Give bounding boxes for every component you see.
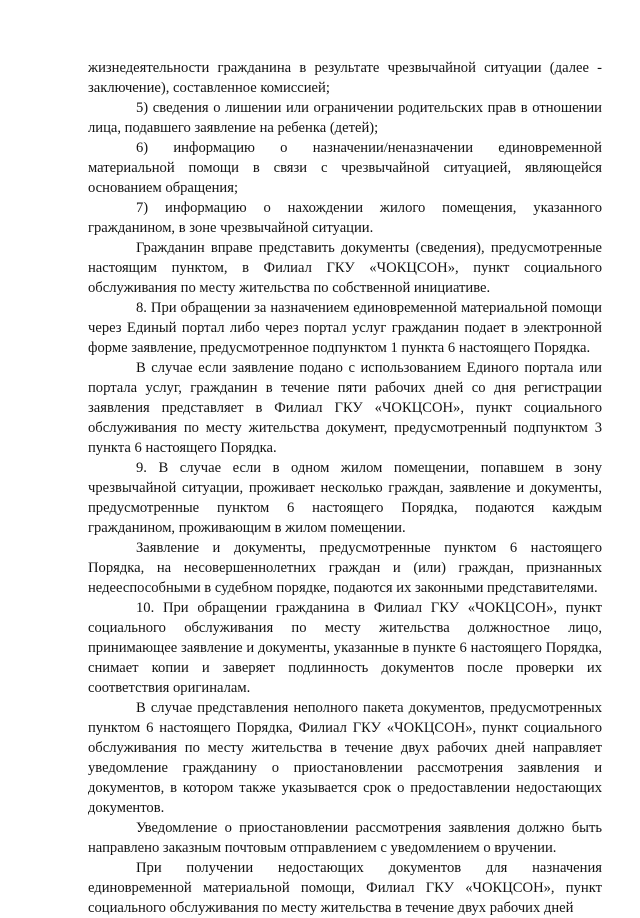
paragraph-2: 5) сведения о лишении или ограничении родительских прав в отношении лица, подавшего заявление на ребенка (детей);: [88, 100, 602, 136]
paragraph-4: 7) информацию о нахождении жилого помещения, указанного гражданином, в зоне чрезвычайной ситуации.: [88, 200, 602, 236]
paragraph-12: Уведомление о приостановлении рассмотрения заявления должно быть направлено заказным почтовым отправлением с уведомлением о вручении.: [88, 820, 602, 856]
paragraph-10: 10. При обращении гражданина в Филиал ГКУ «ЧОКЦСОН», пункт социального обслуживания по месту жительства должностное лицо, принимающее заявление и документы, указанные в пункте 6 настоящего Порядка, снимает копии и заверяет подлинность документов после проверки их соответствия оригиналам.: [88, 600, 602, 696]
paragraph-7: В случае если заявление подано с использованием Единого портала или портала услуг, гражданин в течение пяти рабочих дней со дня регистрации заявления представляет в Филиал ГКУ «ЧОКЦСОН», пункт социального обслуживания по месту жительства документ, предусмотренный подпунктом 3 пункта 6 настоящего Порядка.: [88, 360, 602, 456]
paragraph-5: Гражданин вправе представить документы (сведения), предусмотренные настоящим пунктом, в Филиал ГКУ «ЧОКЦСОН», пункт социального обслуживания по месту жительства по собственной инициативе.: [88, 240, 602, 296]
paragraph-11: В случае представления неполного пакета документов, предусмотренных пунктом 6 настоящего Порядка, Филиал ГКУ «ЧОКЦСОН», пункт социального обслуживания по месту жительства в течение двух рабочих дней направляет уведомление гражданину о приостановлении рассмотрения заявления и документов, в котором также указывается срок о предоставлении недостающих документов.: [88, 700, 602, 816]
paragraph-13: При получении недостающих документов для назначения единовременной материальной помощи, Филиал ГКУ «ЧОКЦСОН», пункт социального обслуживания по месту жительства в течение двух рабочих дней: [88, 860, 602, 916]
paragraph-3: 6) информацию о назначении/неназначении единовременной материальной помощи в связи с чрезвычайной ситуацией, являющейся основанием обращения;: [88, 140, 602, 196]
paragraph-8: 9. В случае если в одном жилом помещении, попавшем в зону чрезвычайной ситуации, проживает несколько граждан, заявление и документы, предусмотренные пунктом 6 настоящего Порядка, подаются каждым гражданином, проживающим в жилом помещении.: [88, 460, 602, 536]
document-page: [88, 58, 602, 918]
paragraph-6: 8. При обращении за назначением единовременной материальной помощи через Единый портал либо через портал услуг гражданин подает в электронной форме заявление, предусмотренное подпунктом 1 пункта 6 настоящего Порядка.: [88, 300, 602, 356]
paragraph-9: Заявление и документы, предусмотренные пунктом 6 настоящего Порядка, на несовершеннолетних граждан и (или) граждан, признанных недееспособными в судебном порядке, подаются их законными представителями.: [88, 540, 602, 596]
paragraph-1: жизнедеятельности гражданина в результате чрезвычайной ситуации (далее - заключение), составленное комиссией;: [88, 60, 602, 96]
